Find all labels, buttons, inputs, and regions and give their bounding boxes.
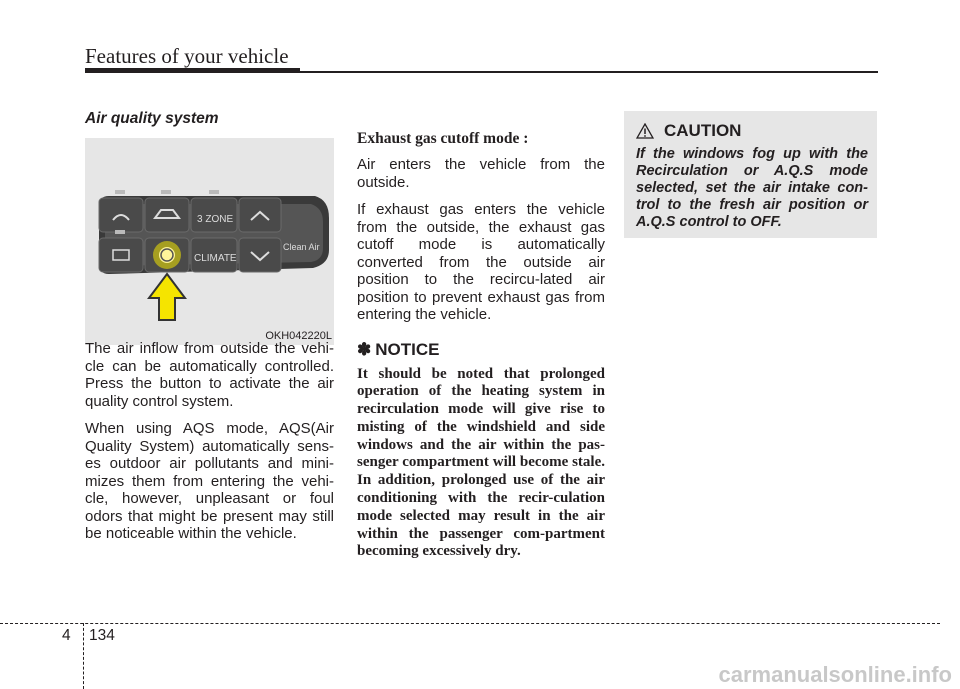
middle-column	[357, 130, 605, 561]
climate-panel-illustration	[85, 138, 334, 345]
watermark: carmanualsonline.info	[718, 662, 952, 687]
climate-label: CLIMATE	[194, 253, 237, 264]
page-number: 134	[89, 627, 115, 644]
paragraph: When using AQS mode, AQS(Air Quality System) automatically sens-es outdoor air pollutants and mini-mizes them from entering the vehi-cle, however, unpleasant or foul odors that might be present may still be noticeable within the vehicle.	[85, 420, 334, 542]
aqs-button-figure	[85, 138, 334, 345]
notice-title: NOTICE	[375, 339, 440, 359]
clean-air-label: Clean Air	[283, 242, 320, 252]
footer-divider	[83, 623, 84, 689]
footer-rule	[0, 623, 940, 624]
zone-label: 3 ZONE	[197, 214, 234, 225]
chapter-number: 4	[62, 627, 71, 644]
notice-text: It should be noted that prolonged operation of the heating system in recirculation mode will give rise to misting of the windshield and side windows and the air within the pas-senger compartment will become stale. In addition, prolonged use of the air conditioning with the recir-culation mode selected may result in the air within the passenger com-partment becoming excessively dry.	[357, 365, 605, 560]
section-title: Air quality system	[85, 110, 219, 127]
paragraph: If exhaust gas enters the vehicle from the outside, the exhaust gas cutoff mode is automatically converted from the outside air position to the recircu-lated air position to prevent exhaust gas from entering the vehicle.	[357, 201, 605, 323]
mode-title: Exhaust gas cutoff mode :	[357, 130, 529, 147]
notice-heading	[357, 340, 605, 360]
notice-symbol-icon: ✽	[357, 339, 372, 359]
page-header-title: Features of your vehicle	[85, 44, 289, 68]
arrow-up-icon	[149, 274, 185, 320]
left-column	[85, 110, 334, 542]
caution-text: If the windows fog up with the Recirculation or A.Q.S mode selected, set the air intake con-trol to the fresh air position or A.Q.S control to OFF.	[636, 146, 868, 230]
figure-code: OKH042220L	[265, 330, 332, 342]
header-rule-thick	[85, 68, 300, 73]
left-body-text	[85, 340, 334, 553]
header-rule-thin	[300, 71, 878, 73]
warning-triangle-icon	[636, 123, 654, 139]
caution-box	[624, 111, 877, 238]
caution-title: CAUTION	[664, 121, 742, 140]
caution-heading	[636, 121, 741, 141]
paragraph: Air enters the vehicle from the outside.	[357, 156, 605, 191]
paragraph: The air inflow from outside the vehi-cle can be automatically controlled. Press the button to activate the air quality control system.	[85, 340, 334, 410]
